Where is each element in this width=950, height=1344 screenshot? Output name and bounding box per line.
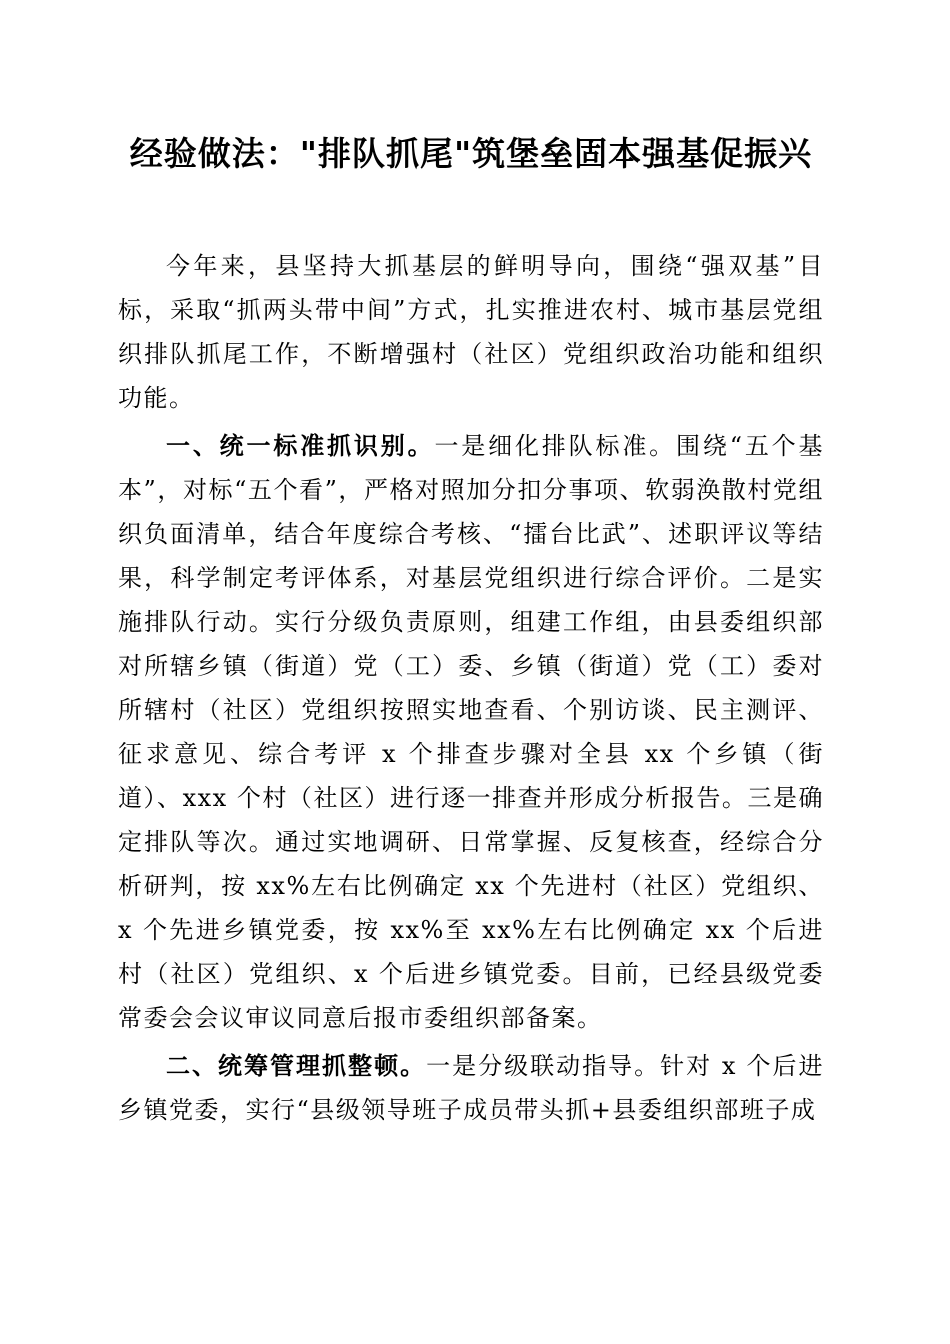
paragraph-section-1 xyxy=(118,424,824,1040)
paragraph-text: 一是分级联动指导。针对 x 个后进乡镇党委，实行“县级领导班子成员带头抓+县委组织部班子成 xyxy=(118,1052,825,1124)
document-page xyxy=(118,130,824,1136)
paragraph-intro xyxy=(118,244,824,420)
section-heading: 一、统一标准抓识别。 xyxy=(166,432,435,460)
document-body xyxy=(118,244,824,1132)
document-title: 经验做法："排队抓尾"筑堡垒固本强基促振兴 xyxy=(129,134,813,173)
paragraph-section-2 xyxy=(118,1044,824,1132)
paragraph-text: 今年来，县坚持大抓基层的鲜明导向，围绕“强双基”目标，采取“抓两头带中间”方式，扎实推进农村、城市基层党组织排队抓尾工作，不断增强村（社区）党组织政治功能和组织功能。 xyxy=(118,252,824,412)
paragraph-text: 一是细化排队标准。围绕“五个基本”，对标“五个看”，严格对照加分扣分事项、软弱涣散村党组织负面清单，结合年度综合考核、“擂台比武”、述职评议等结果，科学制定考评体系，对基层党组织进行综合评价。二是实施排队行动。实行分级负责原则，组建工作组，由县委组织部对所辖乡镇（街道）党（工）委、乡镇（街道）党（工）委对所辖村（社区）党组织按照实地查看、个别访谈、民主测评、征求意见、综合考评 x 个排查步骤对全县 xx 个乡镇（街道）、xxx 个村（社区）进行逐一排查并形成分析报告。三是确定排队等次。通过实地调研、日常掌握、反复核查，经综合分析研判，按 xx%左右比例确定 xx 个先进村（社区）党组织、x 个先进乡镇党委，按 xx%至 xx%左右比例确定 xx 个后进村（社区）党组织、x 个后进乡镇党委。目前，已经县级党委常委会会议审议同意后报市委组织部备案。 xyxy=(118,432,825,1032)
section-heading: 二、统筹管理抓整顿。 xyxy=(166,1052,427,1080)
